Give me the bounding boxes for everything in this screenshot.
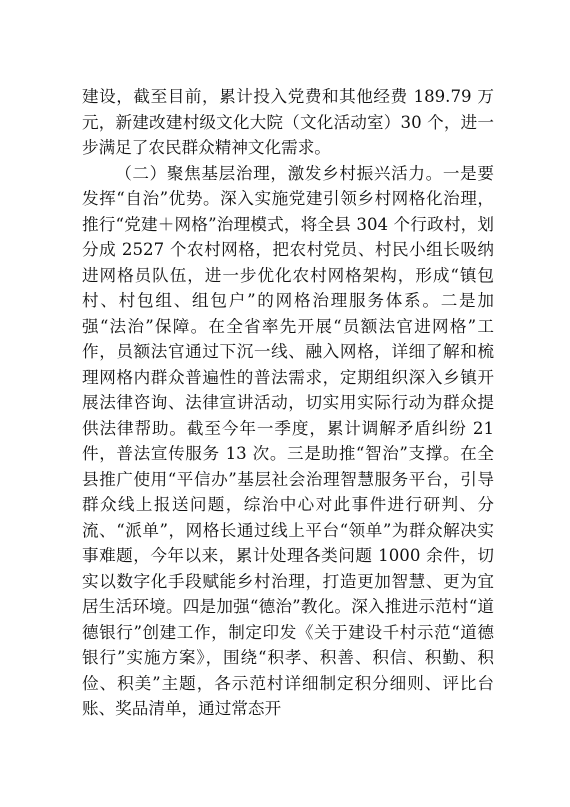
paragraph-grassroots-governance: （二）聚焦基层治理，激发乡村振兴活力。一是要发挥“自治”优势。深入实施党建引领乡村网格化治理，推行“党建＋网格”治理模式，将全县 304 个行政村，划分成 2527 个农村网格，把农村党员、村民小组长吸纳进网格员队伍，进一步优化农村网格架构，形成“镇包村、村包组、组包户”的网格治理服务体系。二是加强“法治”保障。在全省率先开展“员额法官进网格”工作，员额法官通过下沉一线、融入网格，详细了解和梳理网格内群众普遍性的普法需求，定期组织深入乡镇开展法律咨询、法律宣讲活动，切实用实际行动为群众提供法律帮助。截至今年一季度，累计调解矛盾纠纷 21 件，普法宣传服务 13 次。三是助推“智治”支撑。在全县推广使用“平信办”基层社会治理智慧服务平台，引导群众线上报送问题，综治中心对此事件进行研判、分流、“派单”，网格长通过线上平台“领单”为群众解决实事难题，今年以来，累计处理各类问题 1000 余件，切实以数字化手段赋能乡村治理，打造更加智慧、更为宜居生活环境。四是加强“德治”教化。深入推进示范村“道德银行”创建工作，制定印发《关于建设千村示范“道德银行”实施方案》，围绕“积孝、积善、积信、积勤、积俭、积美”主题，各示范村详细制定积分细则、评比台账、奖品清单，通过常态开: [82, 163, 494, 718]
document-body: [82, 84, 494, 722]
paragraph-continuation: 建设，截至目前，累计投入党费和其他经费 189.79 万元，新建改建村级文化大院（文化活动室）30 个，进一步满足了农民群众精神文化需求。: [82, 87, 494, 157]
